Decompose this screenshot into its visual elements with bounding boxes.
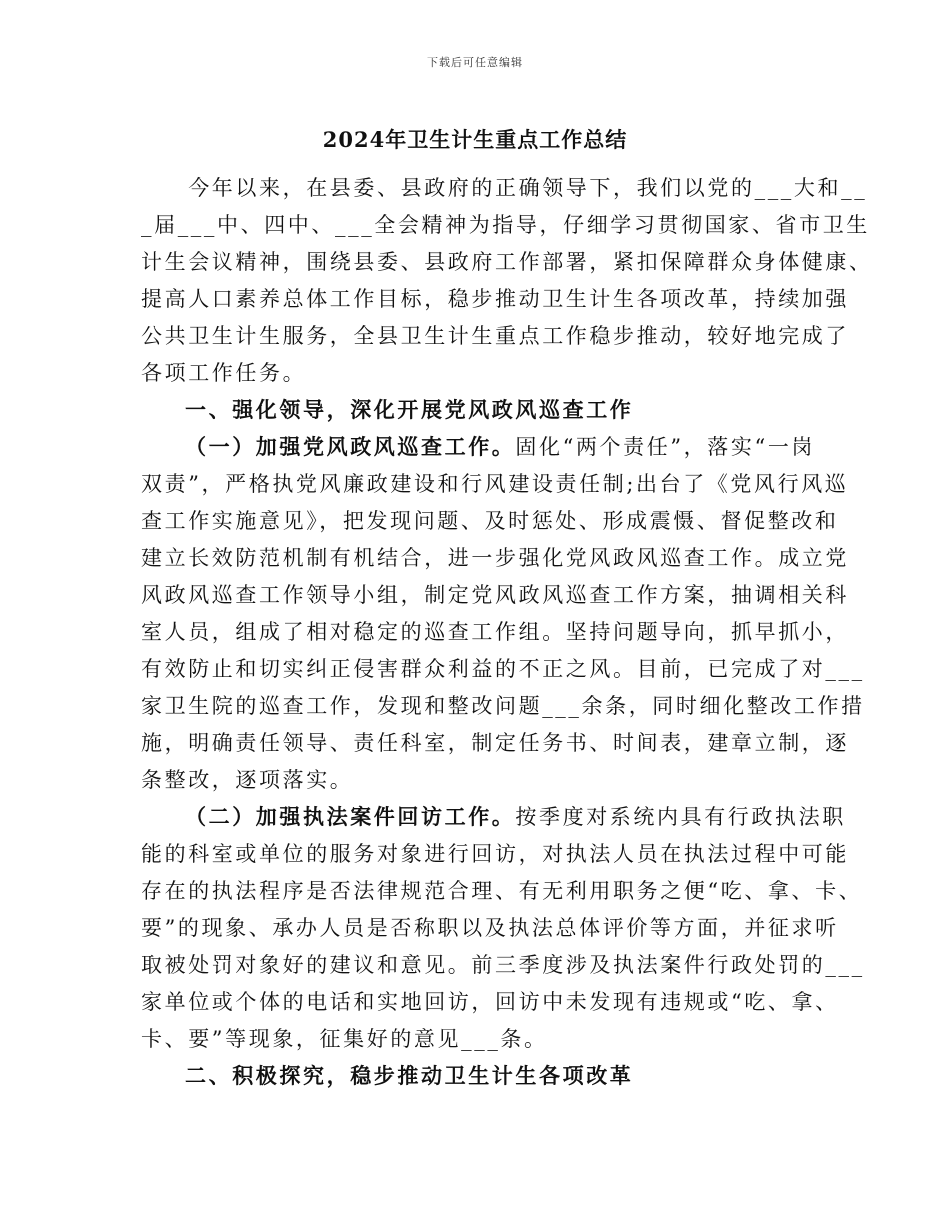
document-title: 2024年卫生计生重点工作总结: [322, 127, 628, 152]
header-note: 下载后可任意编辑: [427, 56, 523, 69]
paragraph-line: 家单位或个体的电话和实地回访，回访中未发现有违规或“吃、拿、: [141, 990, 839, 1014]
paragraph-line: 存在的执法程序是否法律规范合理、有无利用职务之便“吃、拿、卡、: [141, 879, 863, 903]
paragraph-line: 有效防止和切实纠正侵害群众利益的不正之风。目前，已完成了对___: [141, 657, 865, 681]
paragraph-line: 建立长效防范机制有机结合，进一步强化党风政风巡查工作。成立党: [141, 546, 849, 570]
paragraph-line: 卡、要”等现象，征集好的意见___条。: [141, 1027, 548, 1051]
paragraph-line: 公共卫生计生服务，全县卫生计生重点工作稳步推动，较好地完成了: [141, 324, 849, 348]
subsection-line: [185, 433, 815, 461]
subsection-line: [185, 803, 846, 831]
paragraph-line: 今年以来，在县委、县政府的正确领导下，我们以党的___大和__: [141, 176, 868, 200]
section-heading: 一、强化领导，深化开展党风政风巡查工作: [185, 397, 634, 422]
paragraph-line: 各项工作任务。: [141, 361, 307, 385]
subsection-title: （一）加强党风政风巡查工作。: [185, 434, 516, 459]
paragraph-line: 风政风巡查工作领导小组，制定党风政风巡查工作方案，抽调相关科: [141, 583, 849, 607]
paragraph-line: 室人员，组成了相对稳定的巡查工作组。坚持问题导向，抓早抓小，: [141, 620, 849, 644]
subsection-title: （二）加强执法案件回访工作。: [185, 804, 516, 829]
paragraph-line: 条整改，逐项落实。: [141, 768, 354, 792]
paragraph-line: 能的科室或单位的服务对象进行回访，对执法人员在执法过程中可能: [141, 842, 849, 866]
paragraph-line: 要”的现象、承办人员是否称职以及执法总体评价等方面，并征求听: [141, 916, 839, 940]
paragraph-line: 取被处罚对象好的建议和意见。前三季度涉及执法案件行政处罚的___: [141, 953, 865, 977]
paragraph-line: 计生会议精神，围绕县委、县政府工作部署，紧扣保障群众身体健康、: [141, 250, 873, 274]
subsection-text: 按季度对系统内具有行政执法职: [515, 805, 846, 829]
paragraph-line: 双责”，严格执党风廉政建设和行风建设责任制;出台了《党风行风巡: [141, 472, 849, 496]
paragraph-line: _届___中、四中、___全会精神为指导，仔细学习贯彻国家、省市卫生: [141, 213, 870, 237]
paragraph-line: 家卫生院的巡查工作，发现和整改问题___余条，同时细化整改工作措: [141, 694, 865, 718]
section-heading: 二、积极探究，稳步推动卫生计生各项改革: [185, 1063, 634, 1088]
subsection-text: 固化“两个责任”，落实“一岗: [515, 435, 816, 459]
paragraph-line: 提高人口素养总体工作目标，稳步推动卫生计生各项改革，持续加强: [141, 287, 849, 311]
paragraph-line: 查工作实施意见》，把发现问题、及时惩处、形成震慑、督促整改和: [141, 509, 839, 533]
paragraph-line: 施，明确责任领导、责任科室，制定任务书、时间表，建章立制，逐: [141, 731, 849, 755]
